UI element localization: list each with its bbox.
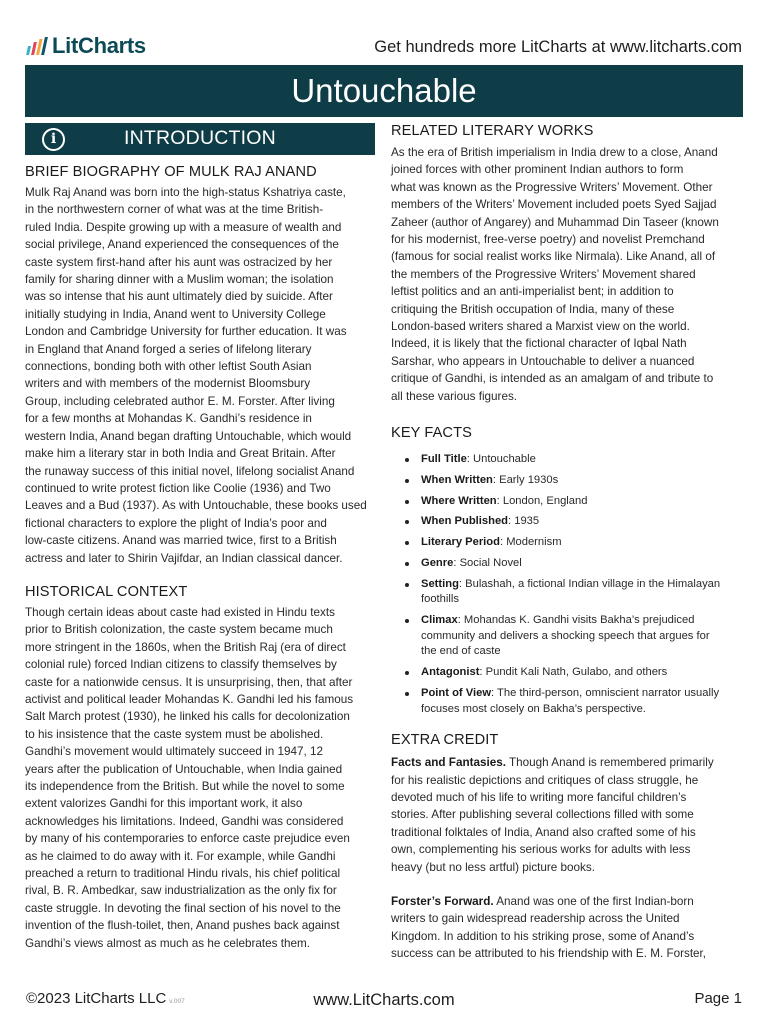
text-line: joined forces with other prominent Indian authors to form: [391, 163, 684, 177]
key-fact-label: When Written: [421, 473, 493, 486]
key-fact-value: 1935: [514, 515, 540, 528]
text-line: for a few months at Mohandas K. Gandhi’s residence in: [25, 412, 312, 426]
key-fact-item: Setting: Bulashah, a fictional Indian village in the Himalayan foothills: [391, 577, 743, 608]
key-fact-label: When Published: [421, 515, 509, 528]
key-fact-value: Early 1930s: [499, 473, 559, 486]
text-line: devoted much of his life to writing more fanciful children’s: [391, 790, 687, 804]
key-fact-label: Point of View: [421, 686, 492, 699]
text-line: to his insistence that the caste system must be abolished.: [25, 727, 324, 741]
key-fact-item: Climax: Mohandas K. Gandhi visits Bakha’s prejudiced community and delivers a shocking speech that argues for the end of caste: [391, 613, 743, 660]
key-fact-value: the end of caste: [421, 645, 501, 658]
text-line: writers to gain widespread readership across the United: [391, 912, 680, 926]
key-facts-heading: KEY FACTS: [391, 425, 472, 442]
text-line: Sarshar, who appears in Untouchable to deliver a nuanced: [391, 354, 695, 368]
text-line: in England that Anand forged a series of lifelong literary: [25, 342, 312, 356]
key-fact-value: Modernism: [506, 536, 562, 549]
related-works-heading: RELATED LITERARY WORKS: [391, 123, 594, 139]
copyright-text: ©2023 LitCharts LLC: [26, 990, 167, 1007]
text-line: as he claimed to do away with it. For example, while Gandhi: [25, 849, 336, 863]
text-line: was so intense that his aunt ultimately died by suicide. After: [25, 290, 333, 304]
text-line: acknowledges his limitations. Indeed, Gandhi was considered: [25, 814, 344, 828]
text-line: leftist politics and an anti-imperialist bent; in addition to: [391, 285, 674, 299]
text-line: members of the Writers’ Movement included poets Syed Sajjad: [391, 198, 717, 212]
page-number: Page 1: [694, 990, 742, 1007]
key-fact-item: Literary Period: Modernism: [391, 535, 743, 551]
text-line: Salt March protest (1930), he linked his calls for decolonization: [25, 710, 350, 724]
text-line: Anand was one of the first Indian-born: [496, 894, 694, 908]
key-fact-item: Genre: Social Novel: [391, 556, 743, 572]
text-line: what was known as the Progressive Writers’ Movement. Other: [391, 180, 713, 194]
text-line: As the era of British imperialism in India drew to a close, Anand: [391, 146, 718, 159]
text-line: Mulk Raj Anand was born into the high-status Kshatriya caste,: [25, 186, 346, 199]
text-line: the members of the Progressive Writers’ Movement shared: [391, 267, 696, 281]
text-line: Leaves and a Bud (1937). As with Untouchable, these books used: [25, 499, 367, 513]
key-fact-value: London, England: [502, 494, 588, 507]
key-fact-label: Antagonist: [421, 666, 480, 679]
extra-credit-heading: EXTRA CREDIT: [391, 732, 499, 749]
litcharts-logo[interactable]: [28, 33, 146, 59]
key-fact-item: Where Written: London, England: [391, 494, 743, 510]
key-fact-value: Mohandas K. Gandhi visits Bakha’s prejudiced: [463, 614, 695, 627]
logo-bars-icon: [26, 37, 48, 55]
key-fact-value: Pundit Kali Nath, Gulabo, and others: [485, 666, 668, 679]
key-fact-item: Antagonist: Pundit Kali Nath, Gulabo, and others: [391, 665, 743, 681]
text-line: years after the publication of Untouchable, when India gained: [25, 762, 343, 776]
key-fact-item: When Written: Early 1930s: [391, 473, 743, 489]
text-line: own, complementing his serious works for adults with less: [391, 843, 691, 857]
text-line: writers and with members of the modernist Bloomsbury: [25, 377, 311, 391]
key-fact-item: Full Title: Untouchable: [391, 452, 743, 468]
text-line: London and Cambridge University for further education. It was: [25, 325, 347, 339]
text-line: Group, including celebrated author E. M. Forster. After living: [25, 394, 335, 408]
text-line: more stringent in the 1860s, when the British Raj (era of direct: [25, 640, 346, 654]
historical-context-text: [25, 604, 375, 952]
key-fact-value: The third-person, omniscient narrator usually: [497, 686, 720, 699]
extra-credit-list: [391, 754, 743, 962]
text-line: activist and political leader Mohandas K. Gandhi led his famous: [25, 692, 354, 706]
text-line: actress and later to Shirin Vajifdar, an Indian classical dancer.: [25, 551, 343, 565]
logo-text: LitCharts: [52, 33, 146, 58]
text-line: in the northwestern corner of what was at the time British-: [25, 203, 324, 217]
text-line: heavy (but no less artful) picture books.: [391, 860, 595, 874]
text-line: invention of the flush-toilet, then, Anand pushes back against: [25, 919, 340, 933]
text-line: continued to write protest fiction like Coolie (1936) and Two: [25, 481, 331, 495]
text-line: for his modernist, free-verse poetry) and novelist Premchand: [391, 233, 705, 247]
text-line: Kingdom. In addition to his striking prose, some of Anand’s: [391, 929, 695, 943]
text-line: Indeed, it is likely that the fictional character of Iqbal Nath: [391, 337, 687, 351]
text-line: its independence from the British. But while the novel to some: [25, 780, 345, 793]
key-fact-value: Bulashah, a fictional Indian village in the Himalayan: [465, 577, 721, 590]
text-line: family for sharing dinner with a Muslim woman; the isolation: [25, 273, 334, 287]
text-line: low-caste citizens. Anand was married twice, first to a British: [25, 534, 337, 548]
text-line: the runaway success of this initial novel, lifelong socialist Anand: [25, 464, 355, 478]
introduction-banner: [25, 123, 375, 155]
text-line: for his realistic depictions and critiques of class struggle, he: [391, 773, 699, 787]
text-line: colonial rule) forced Indian citizens to classify themselves by: [25, 658, 337, 672]
key-fact-label: Literary Period: [421, 536, 500, 549]
key-fact-label: Genre: [421, 557, 454, 569]
right-column: [391, 123, 743, 963]
key-fact-label: Setting: [421, 577, 459, 590]
left-column: [25, 123, 375, 952]
text-line: western India, Anand began drafting Untouchable, which would: [25, 429, 352, 443]
key-fact-item: When Published: 1935: [391, 514, 743, 530]
text-line: caste for a nationwide census. It is unsurprising, then, that after: [25, 675, 353, 689]
text-line: all these various figures.: [391, 389, 518, 403]
text-line: connections, bonding both with other leftist South Asian: [25, 360, 312, 374]
key-fact-label: Where Written: [421, 494, 497, 507]
key-fact-label: Full Title: [421, 453, 467, 466]
page-header: [0, 0, 768, 62]
page-footer: [0, 990, 768, 1014]
text-line: Zaheer (author of Angarey) and Muhammad Din Taseer (known: [391, 215, 719, 229]
key-fact-label: Climax: [421, 614, 458, 627]
text-line: Though certain ideas about caste had existed in Hindu texts: [25, 605, 335, 619]
biography-text: [25, 184, 375, 567]
key-fact-value: focuses most closely on Bakha’s perspective.: [421, 702, 646, 715]
page-title: Untouchable: [25, 65, 743, 117]
text-line: caste struggle. In devoting the final section of his novel to the: [25, 901, 341, 915]
text-line: by many of his contemporaries to enforce caste prejudice even: [25, 832, 350, 846]
text-line: Though Anand is remembered primarily: [509, 756, 714, 770]
text-line: ruled India. Despite growing up with a measure of wealth and: [25, 220, 342, 234]
key-fact-value: Untouchable: [473, 453, 536, 466]
promo-text[interactable]: Get hundreds more LitCharts at www.litcharts.com: [374, 38, 742, 56]
text-line: stories. After publishing several collections filled with some: [391, 808, 694, 822]
key-facts-list: [391, 452, 743, 717]
key-fact-value: community and delivers a shocking speech that argues for: [421, 629, 710, 642]
key-fact-value: Social Novel: [459, 557, 522, 569]
text-line: traditional folktales of India, Anand also crafted some of his: [391, 825, 696, 839]
info-icon: i: [42, 128, 65, 151]
biography-heading: BRIEF BIOGRAPHY OF MULK RAJ ANAND: [25, 164, 317, 180]
text-line: (famous for social realist works like Nirmala). Like Anand, all of: [391, 250, 716, 264]
text-line: London-based writers shared a Marxist view on the world.: [391, 320, 690, 334]
text-line: prior to British colonization, the caste system became much: [25, 623, 333, 637]
text-line: social privilege, Anand experienced the consequences of the: [25, 238, 339, 252]
text-line: Gandhi’s movement would ultimately succeed in 1947, 12: [25, 745, 323, 759]
extra-credit-title: Forster’s Forward.: [391, 894, 494, 908]
extra-credit-item: [391, 754, 743, 876]
text-line: critique of Gandhi, is intended as an amalgam of and tribute to: [391, 372, 714, 386]
extra-credit-title: Facts and Fantasies.: [391, 756, 506, 770]
version-label: v.007: [169, 998, 185, 1005]
footer-site-link[interactable]: www.LitCharts.com: [313, 991, 455, 1009]
text-line: Gandhi’s views almost as much as he celebrates them.: [25, 936, 310, 950]
key-fact-item: Point of View: The third-person, omniscient narrator usually focuses most closely on Bakha’s perspective.: [391, 686, 743, 717]
related-works-text: [391, 144, 743, 405]
text-line: fictional characters to explore the plight of India’s poor and: [25, 516, 327, 530]
key-fact-value: foothills: [421, 593, 459, 606]
extra-credit-item: [391, 893, 743, 963]
text-line: preached a return to traditional Hindu rivals, his chief political: [25, 867, 341, 881]
text-line: initially studying in India, Anand went to University College: [25, 307, 326, 321]
text-line: make him a literary star in both India and Great Britain. After: [25, 447, 336, 461]
introduction-label: INTRODUCTION: [124, 127, 276, 149]
text-line: success can be attributed to his friendship with E. M. Forster,: [391, 947, 707, 961]
text-line: rival, B. R. Ambedkar, saw industrialization as the only fix for: [25, 884, 337, 898]
historical-context-heading: HISTORICAL CONTEXT: [25, 583, 188, 600]
text-line: critiquing the British occupation of India, many of these: [391, 302, 675, 316]
text-line: caste system first-hand after his aunt was ostracized by her: [25, 255, 333, 269]
text-line: extent valorizes Gandhi for this important work, it also: [25, 797, 303, 811]
